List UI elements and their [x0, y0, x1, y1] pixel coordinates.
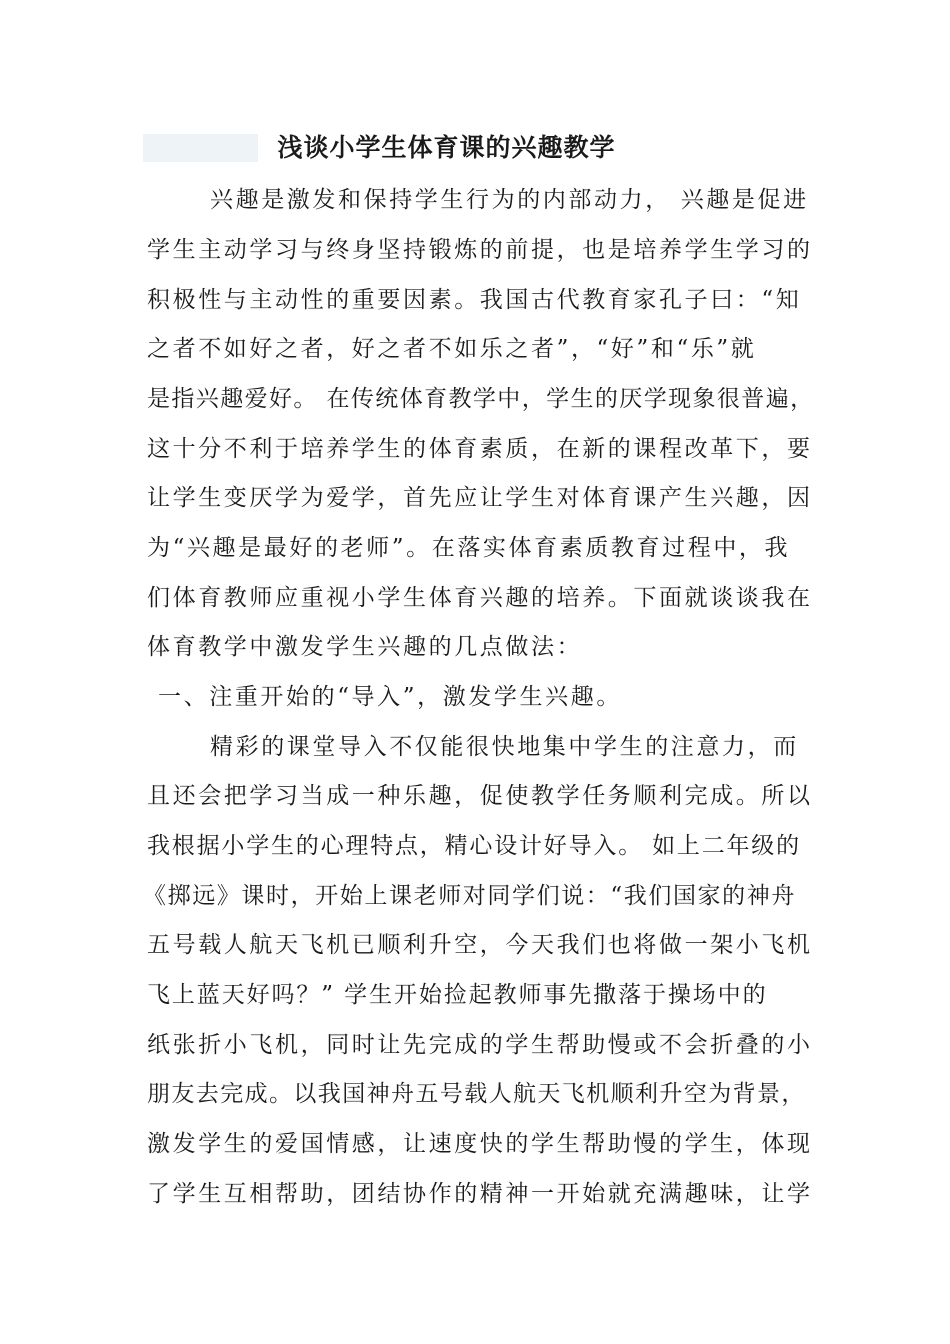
paragraph-line: 飞上蓝天好吗？” 学生开始捡起教师事先撒落于操场中的 [147, 982, 768, 1008]
paragraph-line: 这十分不利于培养学生的体育素质，在新的课程改革下，要 [147, 436, 813, 462]
paragraph-line: 为“兴趣是最好的老师”。在落实体育素质教育过程中，我 [147, 535, 791, 561]
paragraph-line: 积极性与主动性的重要因素。我国古代教育家孔子曰：“知 [147, 287, 802, 313]
paragraph-line: 是指兴趣爱好。 在传统体育教学中，学生的厌学现象很普遍， [147, 386, 815, 412]
paragraph-line: 《掷远》课时，开始上课老师对同学们说：“我们国家的神舟 [143, 883, 796, 909]
paragraph-line: 精彩的课堂导入不仅能很快地集中学生的注意力，而 [210, 734, 799, 760]
paragraph-line: 五号载人航天飞机已顺利升空，今天我们也将做一架小飞机 [147, 932, 813, 958]
paragraph-line: 们体育教师应重视小学生体育兴趣的培养。下面就谈谈我在 [147, 585, 813, 611]
paragraph-line: 兴趣是激发和保持学生行为的内部动力， 兴趣是促进 [210, 187, 809, 213]
paragraph-line: 让学生变厌学为爱学，首先应让学生对体育课产生兴趣，因 [147, 485, 813, 511]
paragraph-line: 且还会把学习当成一种乐趣，促使教学任务顺利完成。所以 [147, 783, 813, 809]
paragraph-line: 激发学生的爱国情感，让速度快的学生帮助慢的学生，体现 [147, 1131, 813, 1157]
paragraph-line: 体育教学中激发学生兴趣的几点做法： [147, 634, 583, 660]
paragraph-line: 了学生互相帮助，团结协作的精神一开始就充满趣味，让学 [147, 1181, 813, 1207]
section-heading: 一、注重开始的“导入”，激发学生兴趣。 [158, 684, 622, 710]
paragraph-line: 我根据小学生的心理特点，精心设计好导入。 如上二年级的 [147, 833, 801, 859]
document-title: 浅谈小学生体育课的兴趣教学 [277, 133, 616, 162]
paragraph-line: 之者不如好之者，好之者不如乐之者”，“好”和“乐”就 [147, 336, 757, 362]
paragraph-line: 学生主动学习与终身坚持锻炼的前提，也是培养学生学习的 [147, 237, 813, 263]
paragraph-line: 纸张折小飞机，同时让先完成的学生帮助慢或不会折叠的小 [147, 1032, 813, 1058]
paragraph-line: 朋友去完成。以我国神舟五号载人航天飞机顺利升空为背景， [147, 1081, 806, 1107]
